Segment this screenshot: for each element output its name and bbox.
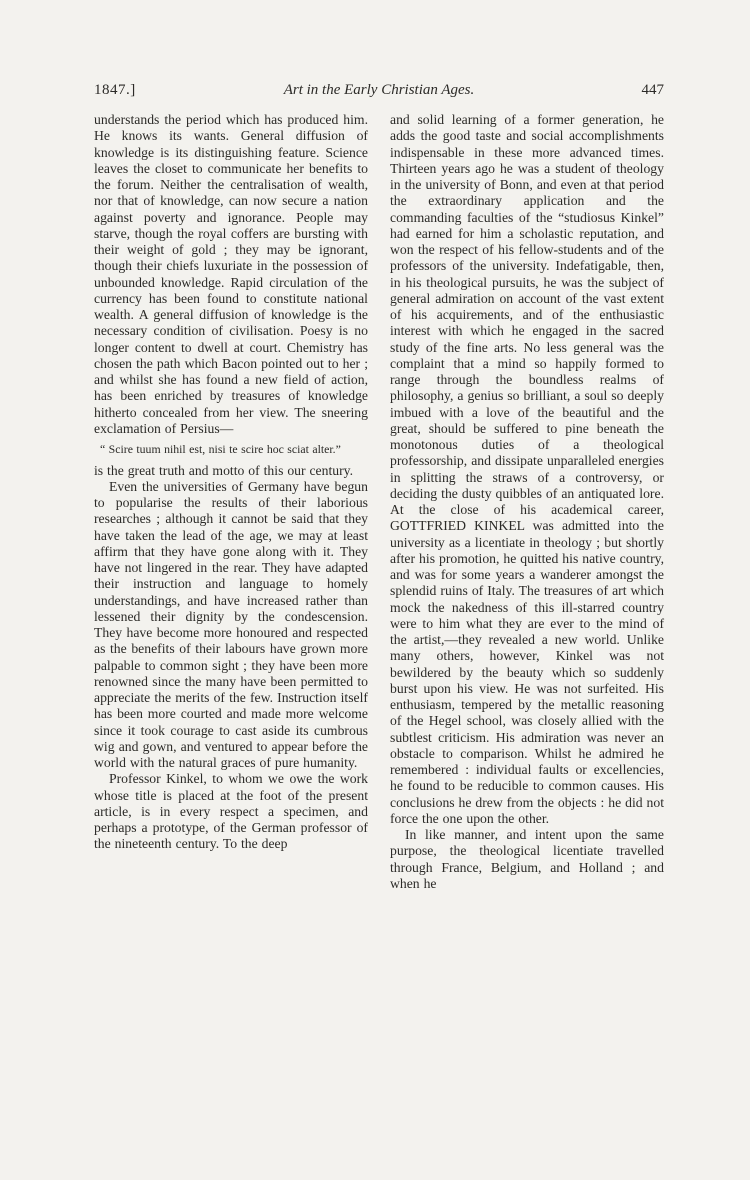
page-number: 447 bbox=[641, 82, 664, 98]
paragraph: Even the universities of Germany have begun to popularise the results of their laborious researches ; although it cannot be said that they have taken the lead of the age, we may at least affirm that they have gone along with it. They have not lingered in the rear. They have adapted their instruction and language to homely understandings, and have increased rather than lessened their dignity by the condescension. They have become more honoured and respected as the benefits of their labours have grown more palpable to common sight ; they have been more renowned since the many have been permitted to appreciate the merits of the few. Instruction itself has been more courted and made more welcome since it took courage to cast aside its cumbrous wig and gown, and ventured to appear before the world with the natural graces of pure humanity. bbox=[94, 478, 368, 770]
paragraph: Professor Kinkel, to whom we owe the work whose title is placed at the foot of the present article, is in every respect a specimen, and perhaps a prototype, of the German professor of the nineteenth century. To the deep bbox=[94, 771, 368, 852]
text-columns bbox=[94, 112, 664, 892]
running-title: Art in the Early Christian Ages. bbox=[283, 82, 475, 98]
latin-quote: “ Scire tuum nihil est, nisi te scire hoc sciat alter.” bbox=[100, 442, 341, 456]
paragraph-continuation: understands the period which has produced him. He knows its wants. General diffusion of knowledge is its distinguishing feature. Science leaves the closet to communicate her benefits to the forum. Neither the centralisation of wealth, nor that of knowledge, can now secure a nation against poverty and ignorance. People may starve, though the royal coffers are bursting with their weight of gold ; they may be ignorant, though their chiefs luxuriate in the possession of unbounded knowledge. Rapid circulation of the currency has been found to constitute national wealth. A general diffusion of knowledge is the necessary condition of civilisation. Poesy is no longer content to dwell at court. Chemistry has chosen the path which Bacon pointed out to her ; and whilst she has found a new field of action, has been enriched by treasures of knowledge hitherto concealed from her view. The sneering exclamation of Persius— bbox=[94, 112, 368, 436]
left-column bbox=[94, 112, 368, 892]
header-year: 1847.] bbox=[94, 82, 136, 98]
paragraph: In like manner, and intent upon the same purpose, the theological licentiate travelled through France, Belgium, and Holland ; and when he bbox=[390, 827, 664, 891]
paragraph-continuation: and solid learning of a former generation, he adds the good taste and social accomplishments indispensable in these more advanced times. Thirteen years ago he was a student of theology in the university of Bonn, and even at that period the extraordinary application and the commanding faculties of the “studiosus Kinkel” had earned for him a scholastic reputation, and won the respect of his fellow-students and of the professors of the university. Indefatigable, then, in his theological pursuits, he was the subject of general admiration on account of the vast extent of his acquirements, and of the enthusiastic interest with which he engaged in the sacred study of the fine arts. No less general was the complaint that a mind so happily formed to range through the boundless realms of philosophy, a genius so brilliant, a soul so deeply imbued with a love of the beautiful and the great, should be suffered to pine beneath the monotonous duties of a theological professorship, and dissipate unparalleled energies in splitting the straws of a controversy, or deciding the dusty quibbles of an antiquated lore. At the close of his academical career, GOTTFRIED KINKEL was admitted into the university as a licentiate in theology ; but shortly after his promotion, he quitted his native country, and was for some years a wanderer amongst the splendid ruins of Italy. The treasures of art which mock the nakedness of this ill-starred country were to him what they are ever to the mind of the artist,—they revealed a new world. Unlike many others, however, Kinkel was not bewildered by the beauty which so suddenly burst upon his view. He was not surfeited. His enthusiasm, tempered by the metallic reasoning of the Hegel school, was closely allied with the subtlest criticism. His admiration was never an obstacle to comparison. Whilst he admired he remembered : individual faults or excellencies, he found to be reducible to common causes. His conclusions he drew from the objects : he did not force the one upon the other. bbox=[390, 112, 665, 826]
right-column bbox=[390, 112, 664, 892]
paragraph: is the great truth and motto of this our century. bbox=[94, 462, 354, 478]
page-header bbox=[94, 82, 664, 99]
